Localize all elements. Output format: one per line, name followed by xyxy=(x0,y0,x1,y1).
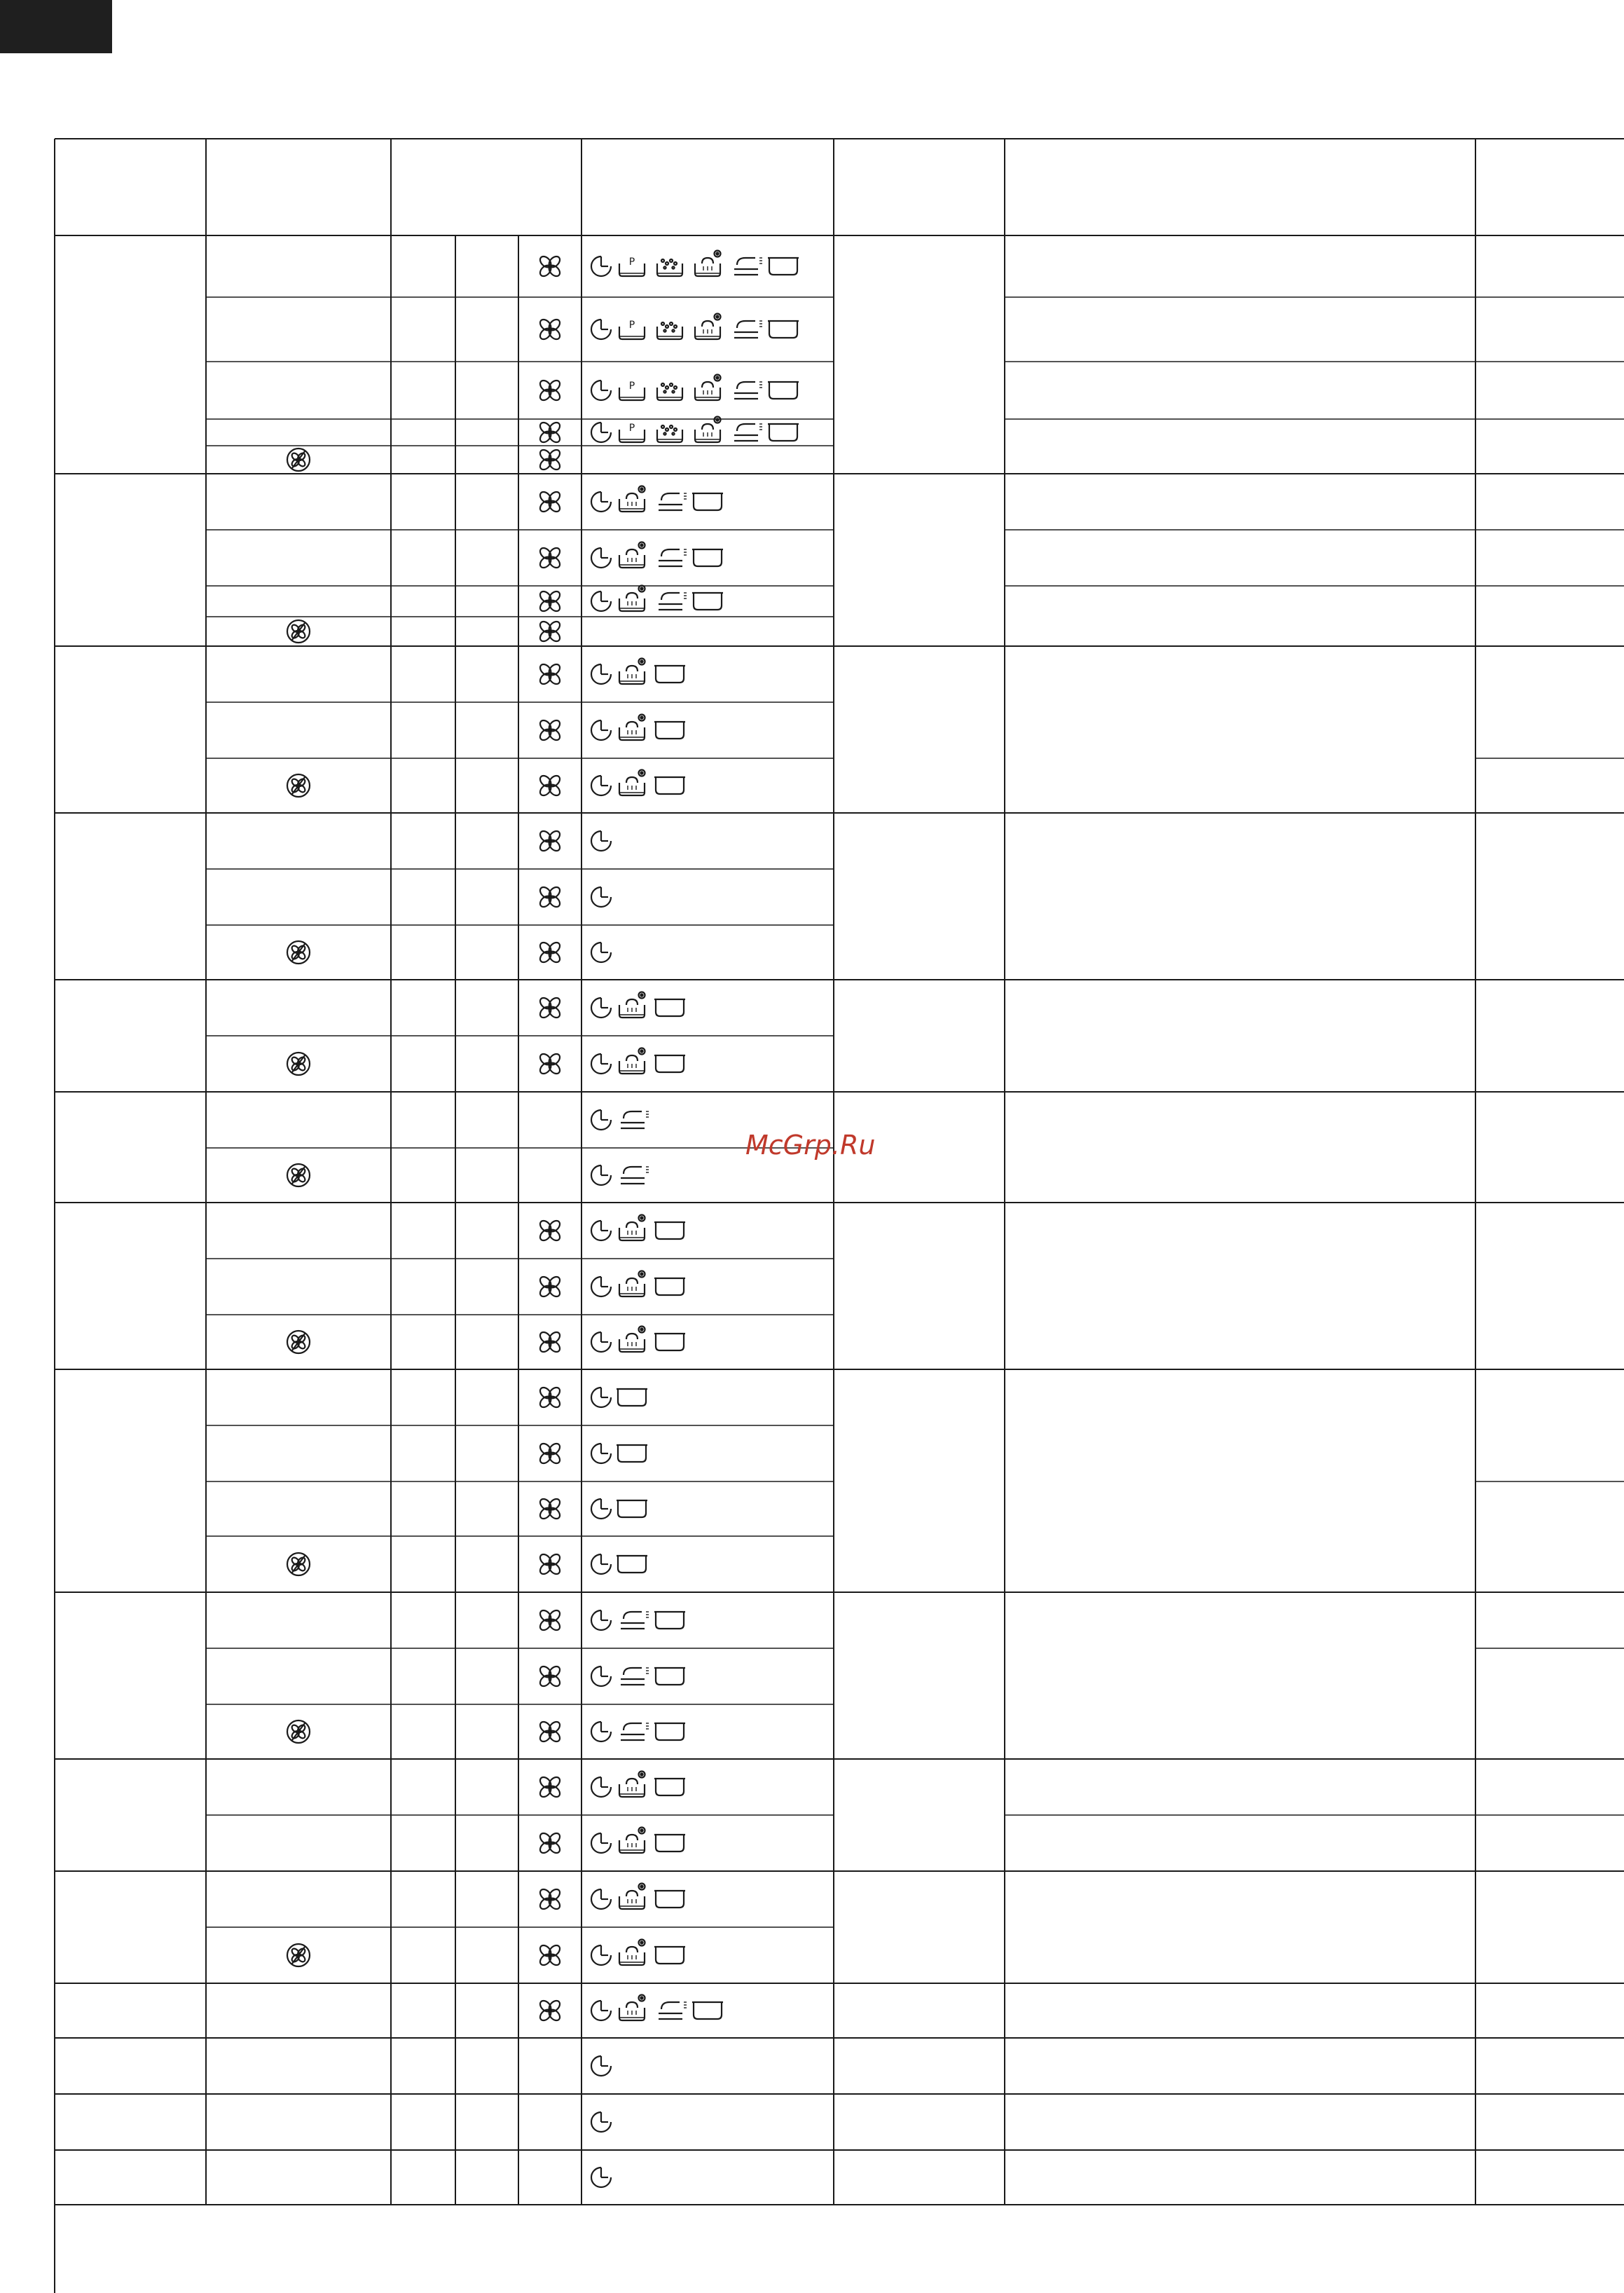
dish-icon xyxy=(654,1779,685,1795)
grill-icon xyxy=(659,2002,687,2019)
timer-icon xyxy=(591,492,611,512)
timer-icon xyxy=(591,1277,611,1296)
grill-icon xyxy=(734,321,762,338)
pan-heat-icon xyxy=(619,1327,645,1353)
fan-icon xyxy=(538,254,562,278)
grill-icon xyxy=(621,1668,649,1685)
dish-icon xyxy=(768,321,799,338)
dish-icon xyxy=(617,1556,647,1573)
svg-text:P: P xyxy=(628,423,635,434)
timer-icon xyxy=(591,1554,611,1574)
timer-icon xyxy=(591,1610,611,1630)
pan-heat-icon xyxy=(695,314,721,340)
no-fan-icon xyxy=(287,1053,310,1075)
timer-icon xyxy=(591,887,611,907)
no-fan-icon xyxy=(287,941,310,964)
fan-icon xyxy=(538,1608,562,1632)
pan-heat-icon xyxy=(619,1940,645,1966)
no-fan-icon xyxy=(287,620,310,643)
grill-icon xyxy=(659,549,687,566)
dish-icon xyxy=(617,1500,647,1517)
fan-icon xyxy=(538,1831,562,1855)
dish-icon xyxy=(654,1947,685,1964)
timer-icon xyxy=(591,2168,611,2187)
fan-icon xyxy=(538,1887,562,1911)
fan-icon xyxy=(538,996,562,1020)
dish-icon xyxy=(654,1668,685,1685)
timer-icon xyxy=(591,1332,611,1352)
dish-icon xyxy=(654,722,685,739)
dish-icon xyxy=(654,999,685,1016)
pan-heat-icon xyxy=(695,251,721,277)
no-fan-icon xyxy=(287,774,310,797)
timer-icon xyxy=(591,1945,611,1965)
dish-icon xyxy=(654,1055,685,1072)
grill-icon xyxy=(621,1111,649,1128)
pan-heat-icon xyxy=(695,375,721,401)
fan-icon xyxy=(538,317,562,341)
pan-heat-icon xyxy=(695,417,721,443)
dish-icon xyxy=(654,1278,685,1295)
no-fan-icon xyxy=(287,449,310,471)
fan-icon xyxy=(538,589,562,613)
dish-icon xyxy=(617,1389,647,1406)
pan-heat-icon xyxy=(619,586,645,612)
fan-icon xyxy=(538,1720,562,1744)
timer-icon xyxy=(591,1054,611,1074)
pan-p-icon xyxy=(619,423,645,442)
pan-steam-icon xyxy=(657,425,682,442)
grill-icon xyxy=(621,1723,649,1740)
dish-icon xyxy=(654,666,685,683)
grill-icon xyxy=(659,593,687,610)
watermark: McGrp.Ru xyxy=(745,1130,876,1161)
timer-icon xyxy=(591,1777,611,1797)
grill-icon xyxy=(659,493,687,510)
pan-heat-icon xyxy=(619,1995,645,2021)
pan-p-icon xyxy=(619,381,645,400)
timer-icon xyxy=(591,720,611,740)
timer-icon xyxy=(591,548,611,568)
pan-heat-icon xyxy=(619,659,645,685)
pan-heat-icon xyxy=(619,1048,645,1074)
timer-icon xyxy=(591,1666,611,1686)
fan-icon xyxy=(538,1330,562,1354)
svg-text:P: P xyxy=(628,381,635,392)
fan-icon xyxy=(538,490,562,514)
svg-text:P: P xyxy=(628,256,635,268)
fan-icon xyxy=(538,1943,562,1967)
timer-icon xyxy=(591,943,611,962)
dish-icon xyxy=(654,1612,685,1629)
dish-icon xyxy=(617,1445,647,1462)
timer-icon xyxy=(591,831,611,851)
pan-p-icon xyxy=(619,320,645,339)
timer-icon xyxy=(591,998,611,1018)
no-fan-icon xyxy=(287,1331,310,1353)
fan-icon xyxy=(538,885,562,909)
fan-icon xyxy=(538,1442,562,1465)
dish-icon xyxy=(768,258,799,275)
fan-icon xyxy=(538,1385,562,1409)
fan-icon xyxy=(538,718,562,742)
grill-icon xyxy=(621,1612,649,1629)
fan-icon xyxy=(538,1999,562,2022)
dish-icon xyxy=(692,549,723,566)
pan-heat-icon xyxy=(619,1772,645,1798)
fan-icon xyxy=(538,1497,562,1521)
timer-icon xyxy=(591,1889,611,1909)
fan-icon xyxy=(538,1275,562,1299)
fan-icon xyxy=(538,448,562,472)
pan-heat-icon xyxy=(619,1884,645,1910)
fan-icon xyxy=(538,1775,562,1799)
pan-steam-icon xyxy=(657,322,682,339)
timer-icon xyxy=(591,2112,611,2132)
fan-icon xyxy=(538,1052,562,1076)
dish-icon xyxy=(692,493,723,510)
dish-icon xyxy=(692,2002,723,2019)
timer-icon xyxy=(591,1833,611,1853)
dish-icon xyxy=(692,593,723,610)
timer-icon xyxy=(591,320,611,339)
timer-icon xyxy=(591,1388,611,1407)
grill-icon xyxy=(734,424,762,441)
timer-icon xyxy=(591,664,611,684)
grill-icon xyxy=(621,1167,649,1184)
pan-p-icon xyxy=(619,256,645,276)
timer-icon xyxy=(591,1221,611,1240)
dish-icon xyxy=(654,1334,685,1350)
timer-icon xyxy=(591,1722,611,1741)
timer-icon xyxy=(591,2001,611,2020)
fan-icon xyxy=(538,662,562,686)
dish-icon xyxy=(768,382,799,399)
fan-icon xyxy=(538,1219,562,1243)
fan-icon xyxy=(538,1664,562,1688)
timer-icon xyxy=(591,1499,611,1519)
timer-icon xyxy=(591,381,611,400)
dish-icon xyxy=(654,1222,685,1239)
timer-icon xyxy=(591,591,611,611)
grill-icon xyxy=(734,382,762,399)
no-fan-icon xyxy=(287,1720,310,1743)
dish-icon xyxy=(654,1891,685,1908)
no-fan-icon xyxy=(287,1944,310,1966)
fan-icon xyxy=(538,420,562,444)
no-fan-icon xyxy=(287,1553,310,1575)
timer-icon xyxy=(591,1110,611,1130)
fan-icon xyxy=(538,829,562,853)
dish-icon xyxy=(768,424,799,441)
timer-icon xyxy=(591,2056,611,2076)
fan-icon xyxy=(538,940,562,964)
grill-icon xyxy=(734,258,762,275)
pan-heat-icon xyxy=(619,1828,645,1854)
fan-icon xyxy=(538,546,562,570)
dish-icon xyxy=(654,1723,685,1740)
no-fan-icon xyxy=(287,1164,310,1186)
dish-icon xyxy=(654,1835,685,1851)
fan-icon xyxy=(538,620,562,643)
pan-heat-icon xyxy=(619,486,645,512)
pan-heat-icon xyxy=(619,542,645,568)
fan-icon xyxy=(538,774,562,798)
dish-icon xyxy=(654,777,685,794)
timer-icon xyxy=(591,423,611,442)
pan-heat-icon xyxy=(619,1271,645,1297)
pan-heat-icon xyxy=(619,992,645,1018)
fan-icon xyxy=(538,378,562,402)
timer-icon xyxy=(591,256,611,276)
timer-icon xyxy=(591,1165,611,1185)
timer-icon xyxy=(591,776,611,795)
timer-icon xyxy=(591,1444,611,1463)
pan-heat-icon xyxy=(619,715,645,741)
pan-steam-icon xyxy=(657,383,682,400)
fan-icon xyxy=(538,1552,562,1576)
pan-heat-icon xyxy=(619,770,645,796)
svg-text:P: P xyxy=(628,320,635,331)
pan-heat-icon xyxy=(619,1215,645,1241)
pan-steam-icon xyxy=(657,259,682,276)
